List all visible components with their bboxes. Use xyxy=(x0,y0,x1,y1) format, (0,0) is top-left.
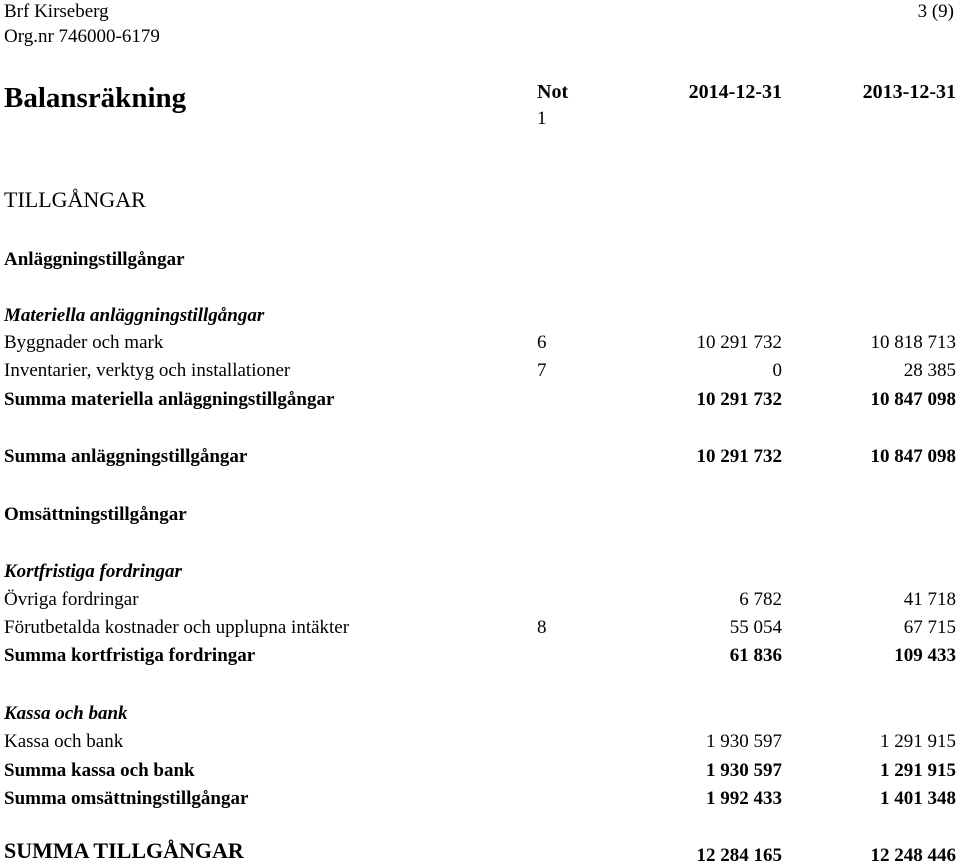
subheading-materiella: Materiella anläggningstillgångar xyxy=(4,305,265,326)
row-value-2013: 10 818 713 xyxy=(870,332,956,353)
grand-total-value-2013: 12 248 446 xyxy=(870,845,956,866)
row-value-2014: 10 291 732 xyxy=(696,389,782,410)
row-value-2013: 28 385 xyxy=(903,360,956,381)
row-label: Summa omsättningstillgångar xyxy=(4,788,249,809)
row-label: Summa kassa och bank xyxy=(4,760,195,781)
row-note: 7 xyxy=(537,360,547,381)
row-label: Summa materiella anläggningstillgångar xyxy=(4,389,335,410)
company-name: Brf Kirseberg xyxy=(4,1,109,22)
row-note: 8 xyxy=(537,617,547,638)
row-value-2014: 10 291 732 xyxy=(696,446,782,467)
row-value-2014: 1 930 597 xyxy=(706,731,782,752)
grand-total-value-2014: 12 284 165 xyxy=(696,845,782,866)
row-value-2013: 67 715 xyxy=(903,617,956,638)
subheading-kortfristiga: Kortfristiga fordringar xyxy=(4,561,182,582)
row-label: Byggnader och mark xyxy=(4,332,164,353)
row-value-2013: 1 291 915 xyxy=(880,731,956,752)
column-header-2013: 2013-12-31 xyxy=(862,81,956,103)
row-label: Förutbetalda kostnader och upplupna intäkter xyxy=(4,617,350,638)
subheading-anlaggningstillgangar: Anläggningstillgångar xyxy=(4,249,185,270)
page-title: Balansräkning xyxy=(4,82,187,114)
row-value-2013: 41 718 xyxy=(903,589,956,610)
note-column-header: Not xyxy=(537,81,569,103)
row-value-2013: 109 433 xyxy=(894,645,956,666)
column-header-2014: 2014-12-31 xyxy=(688,81,782,103)
row-label: Inventarier, verktyg och installationer xyxy=(4,360,291,381)
row-label: Summa anläggningstillgångar xyxy=(4,446,248,467)
row-value-2013: 1 291 915 xyxy=(880,760,956,781)
row-value-2014: 1 992 433 xyxy=(706,788,782,809)
section-heading-tillgangar: TILLGÅNGAR xyxy=(4,187,146,212)
page-number: 3 (9) xyxy=(917,1,954,22)
row-value-2014: 10 291 732 xyxy=(696,332,782,353)
row-value-2013: 1 401 348 xyxy=(880,788,956,809)
row-value-2014: 1 930 597 xyxy=(706,760,782,781)
row-value-2013: 10 847 098 xyxy=(870,446,956,467)
row-label: Övriga fordringar xyxy=(4,589,139,610)
subheading-omsattningstillgangar: Omsättningstillgångar xyxy=(4,504,187,525)
org-number: Org.nr 746000-6179 xyxy=(4,26,160,47)
subheading-kassa-och-bank: Kassa och bank xyxy=(4,703,128,724)
row-value-2014: 6 782 xyxy=(739,589,782,610)
row-note: 6 xyxy=(537,332,547,353)
row-label: Summa kortfristiga fordringar xyxy=(4,645,256,666)
grand-total-label: SUMMA TILLGÅNGAR xyxy=(4,838,244,863)
note-column-subheader: 1 xyxy=(537,108,547,129)
row-value-2013: 10 847 098 xyxy=(870,389,956,410)
row-label: Kassa och bank xyxy=(4,731,124,752)
row-value-2014: 61 836 xyxy=(729,645,782,666)
row-value-2014: 0 xyxy=(772,360,782,381)
row-value-2014: 55 054 xyxy=(729,617,782,638)
